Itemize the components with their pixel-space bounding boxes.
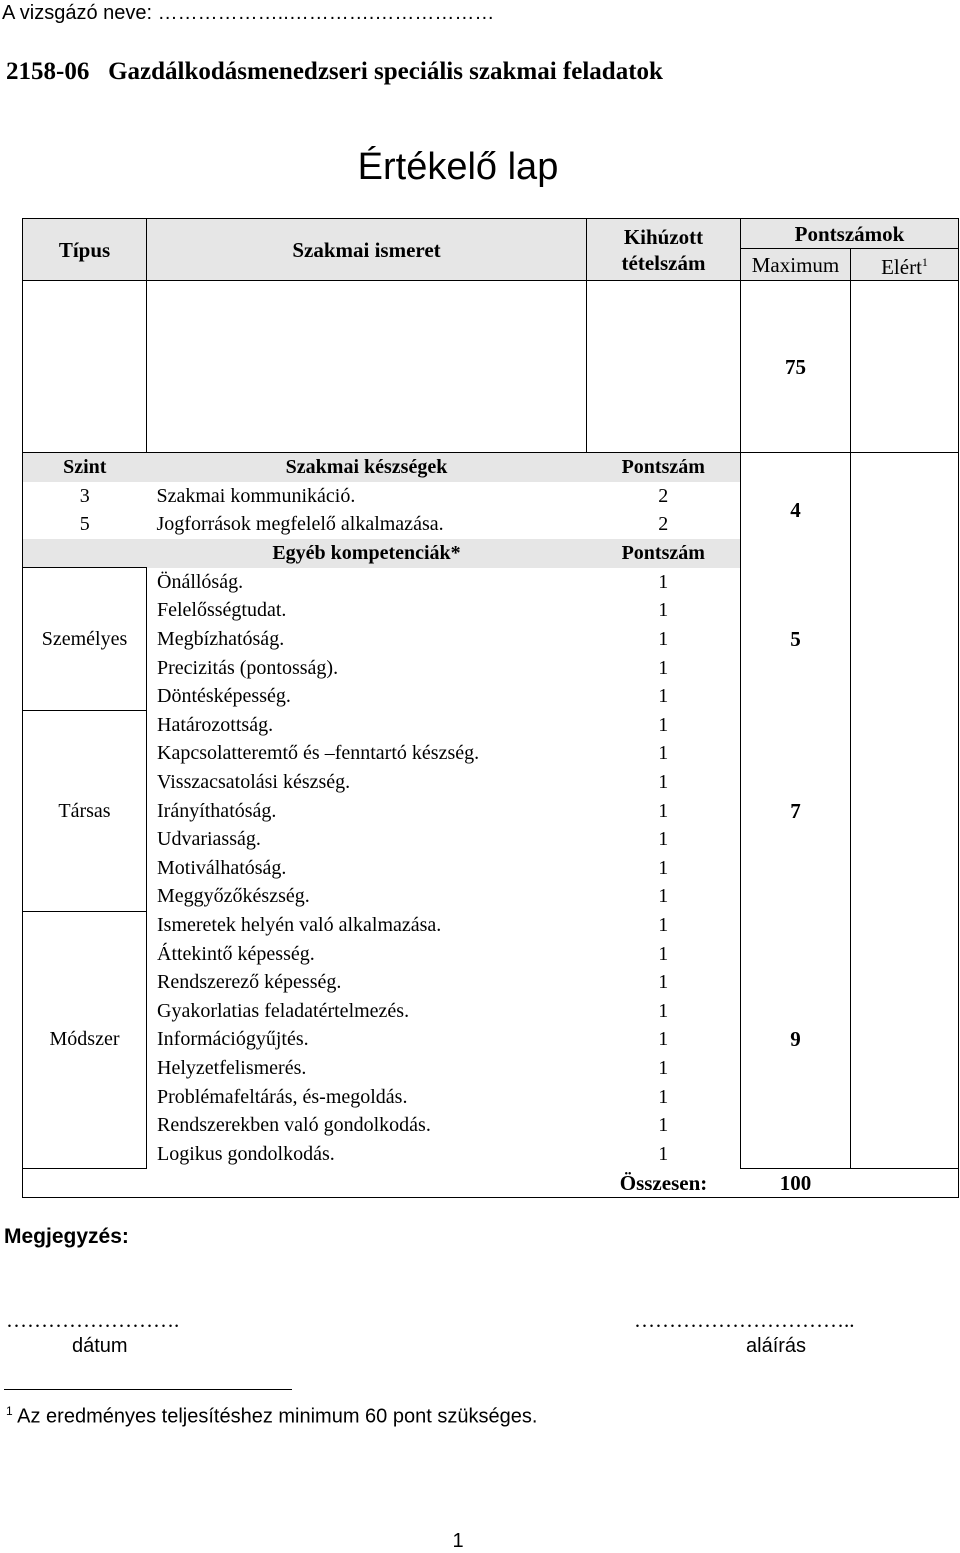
- competency-points: 1: [658, 1085, 669, 1108]
- competency-points: 1: [658, 971, 669, 994]
- group-achieved-method: [851, 911, 959, 1168]
- total-spacer: [23, 1168, 147, 1198]
- competency-points: 1: [658, 685, 669, 708]
- competency-points: 1: [658, 1142, 669, 1165]
- competency-name: Meggyőzőkészség.: [157, 885, 310, 908]
- competency-name: Visszacsatolási készség.: [157, 771, 351, 794]
- competency-name: Önállóság.: [157, 570, 244, 593]
- competency-points: 1: [658, 742, 669, 765]
- drawn-number-cell: [587, 281, 741, 453]
- competency-name: Gyakorlatias feladatértelmezés.: [157, 999, 410, 1022]
- col-achieved-footnote: 1: [921, 255, 928, 269]
- competency-name: Felelősségtudat.: [157, 599, 287, 622]
- max-points-cell: 75: [741, 281, 851, 453]
- skill-points: 2: [658, 513, 669, 536]
- examinee-name-label: A vizsgázó neve: ………………..………….………………: [2, 2, 495, 24]
- competency-points: 1: [658, 999, 669, 1022]
- col-other-name-header: Egyéb kompetenciák*: [147, 539, 587, 568]
- footnote: [6, 1404, 537, 1429]
- type-cell: [23, 281, 147, 453]
- skill-level: 5: [23, 510, 147, 539]
- group-name-method: Módszer: [23, 911, 147, 1168]
- competency-points: 1: [658, 771, 669, 794]
- competency-name: Döntésképesség.: [157, 685, 291, 708]
- remarks-label: Megjegyzés:: [4, 1225, 129, 1248]
- competency-name: Motiválhatóság.: [157, 856, 287, 879]
- competency-name: Problémafeltárás, és-megoldás.: [157, 1085, 408, 1108]
- footnote-mark: 1: [6, 1404, 13, 1418]
- col-skill-points-header: Pontszám: [587, 453, 741, 482]
- competency-row: [23, 568, 959, 597]
- col-type-header: Típus: [23, 219, 147, 281]
- competency-row: [23, 911, 959, 940]
- competency-points: 1: [658, 1114, 669, 1137]
- competency-points: 1: [658, 628, 669, 651]
- total-achieved: [851, 1168, 959, 1198]
- competency-name: Áttekintő képesség.: [157, 942, 315, 965]
- other-header-spacer: [23, 539, 147, 568]
- page-title: Értékelő lap: [357, 146, 559, 188]
- achieved-cell: [851, 539, 959, 568]
- skills-total: 4: [741, 482, 851, 539]
- total-row: [23, 1168, 959, 1198]
- group-achieved-social: [851, 711, 959, 911]
- total-label: Összesen:: [587, 1168, 741, 1198]
- competency-points: 1: [658, 914, 669, 936]
- col-max-header: Maximum: [741, 249, 851, 281]
- competency-points: 1: [658, 799, 669, 822]
- competency-name: Logikus gondolkodás.: [157, 1142, 335, 1165]
- competency-name: Kapcsolatteremtő és –fenntartó készség.: [157, 742, 480, 765]
- achieved-cell: [851, 453, 959, 482]
- max-cell: [741, 539, 851, 568]
- skill-level: 3: [23, 482, 147, 511]
- col-other-points-header: Pontszám: [587, 539, 741, 568]
- col-drawn-header: [587, 219, 741, 281]
- knowledge-cell: [147, 281, 587, 453]
- footnote-separator: [4, 1389, 292, 1390]
- max-cell: [741, 453, 851, 482]
- group-achieved-personal: [851, 568, 959, 711]
- competency-points: 1: [658, 942, 669, 965]
- skill-name: Jogforrások megfelelő alkalmazása.: [156, 513, 444, 536]
- competency-name: Megbízhatóság.: [157, 628, 285, 651]
- competency-row: [23, 711, 959, 740]
- group-total-social: 7: [741, 711, 851, 911]
- col-achieved-label: Elért: [881, 255, 922, 279]
- knowledge-table: [22, 218, 959, 453]
- competency-points: 1: [658, 1028, 669, 1051]
- competency-points: 1: [658, 1056, 669, 1079]
- competency-name: Információgyűjtés.: [157, 1028, 309, 1051]
- skills-achieved: [851, 482, 959, 539]
- competency-points: 1: [658, 885, 669, 908]
- competency-points: 1: [658, 828, 669, 851]
- competency-name: Irányíthatóság.: [157, 799, 277, 822]
- col-points-header: Pontszámok: [741, 219, 959, 249]
- achieved-points-cell: [851, 281, 959, 453]
- signature-label: aláírás: [746, 1335, 807, 1357]
- date-label: dátum: [72, 1335, 128, 1357]
- competency-name: Udvariasság.: [157, 828, 261, 851]
- total-spacer: [147, 1168, 587, 1198]
- competency-points: 1: [658, 713, 669, 736]
- competency-name: Helyzetfelismerés.: [157, 1056, 307, 1079]
- competency-name: Ismeretek helyén való alkalmazása.: [157, 914, 442, 936]
- group-total-method: 9: [741, 911, 851, 1168]
- col-level-header: Szint: [23, 453, 147, 482]
- col-achieved-header: [851, 249, 959, 281]
- col-knowledge-header: Szakmai ismeret: [147, 219, 587, 281]
- col-drawn-line2: tételszám: [621, 250, 706, 275]
- skills-table: [22, 452, 959, 1198]
- competency-name: Precizitás (pontosság).: [157, 656, 339, 679]
- group-total-personal: 5: [741, 568, 851, 711]
- competency-name: Rendszerező képesség.: [157, 971, 342, 994]
- module-heading: [6, 58, 663, 86]
- skill-points: 2: [658, 484, 669, 507]
- module-code: 2158-06: [6, 58, 90, 85]
- total-value: 100: [741, 1168, 851, 1198]
- competency-points: 1: [658, 856, 669, 879]
- page-number: 1: [452, 1530, 464, 1552]
- skill-row: [23, 482, 959, 511]
- skill-name: Szakmai kommunikáció.: [156, 484, 356, 507]
- footnote-text: Az eredményes teljesítéshez minimum 60 pont szükséges.: [17, 1405, 538, 1428]
- col-drawn-line1: Kihúzott: [623, 224, 704, 249]
- signature-dots: …………………………..: [634, 1308, 855, 1332]
- date-dots: …………………….: [6, 1308, 180, 1332]
- competency-points: 1: [658, 599, 669, 622]
- competency-points: 1: [658, 656, 669, 679]
- group-name-personal: Személyes: [23, 568, 147, 711]
- col-skill-name-header: Szakmai készségek: [147, 453, 587, 482]
- competency-points: 1: [658, 570, 669, 593]
- module-title: Gazdálkodásmenedzseri speciális szakmai feladatok: [108, 58, 663, 85]
- group-name-social: Társas: [23, 711, 147, 911]
- competency-name: Rendszerekben való gondolkodás.: [157, 1114, 431, 1137]
- competency-name: Határozottság.: [157, 713, 274, 736]
